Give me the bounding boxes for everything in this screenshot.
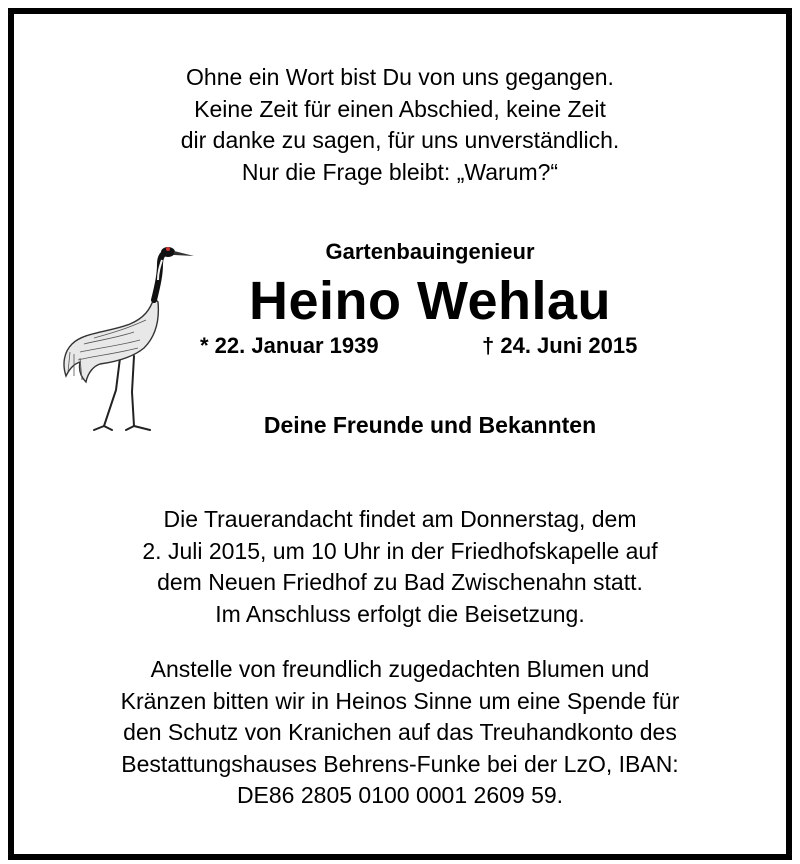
donation-line: Kränzen bitten wir in Heinos Sinne um eine Spende für [120,687,680,714]
poem-line: Keine Zeit für einen Abschied, keine Zeit [194,95,606,122]
mourners: Deine Freunde und Bekannten [263,412,597,438]
poem [14,62,786,188]
birth-date: * 22. Januar 1939 [200,333,379,358]
poem-line: dir danke zu sagen, für uns unverständlich. [180,127,620,153]
deceased-name: Heino Wehlau [248,271,612,331]
donation-line: Anstelle von freundlich zugedachten Blumen und [150,656,650,682]
donation-line: Bestattungshauses Behrens-Funke bei der LzO, IBAN: [121,750,679,777]
donation-line: DE86 2805 0100 0001 2609 59. [236,782,564,808]
profession: Gartenbauingenieur [325,239,535,264]
service-line: 2. Juli 2015, um 10 Uhr in der Friedhofskapelle auf [142,537,658,564]
donation-line: den Schutz von Kranichen auf das Treuhandkonto des [123,719,677,745]
service-line: dem Neuen Friedhof zu Bad Zwischenahn statt. [157,569,643,595]
death-date: † 24. Juni 2015 [482,333,638,358]
service-line: Im Anschluss erfolgt die Beisetzung. [215,600,585,627]
poem-line: Ohne ein Wort bist Du von uns gegangen. [186,64,614,90]
obituary-frame [8,8,792,860]
poem-line: Nur die Frage bleibt: „Warum?“ [241,158,559,185]
donation-info [14,654,786,812]
service-line: Die Trauerandacht findet am Donnerstag, dem [163,506,637,532]
service-info [14,504,786,630]
